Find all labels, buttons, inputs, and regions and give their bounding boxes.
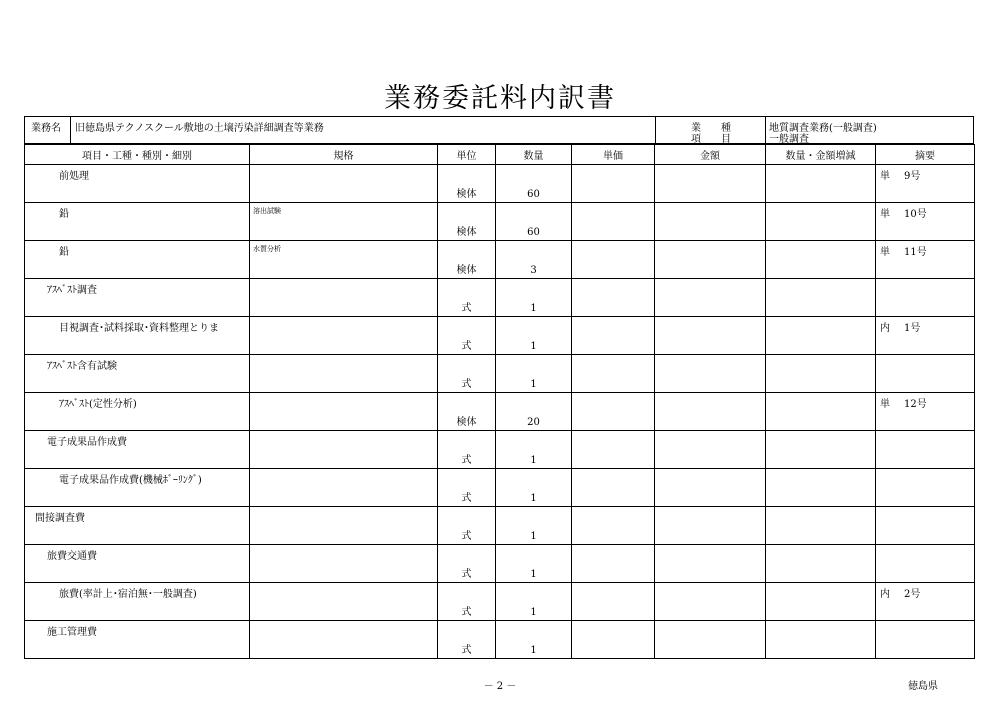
change-cell [766,317,876,355]
change-cell [766,507,876,545]
header-box [24,116,974,144]
remarks-cell [876,621,975,659]
unit-price-cell [572,545,655,583]
change-cell [766,203,876,241]
unit-text: 式 [461,303,472,314]
amount-cell [655,621,766,659]
remarks-cell [876,279,975,317]
unit-text: 式 [461,493,472,504]
remarks-cell [876,355,975,393]
col-header-spec: 規格 [250,145,438,165]
unit-text: 式 [461,569,472,580]
item-cell [25,621,250,659]
amount-cell [655,431,766,469]
table-row [25,545,975,583]
remarks-ref: 10号 [904,209,927,220]
qty-cell [496,545,572,583]
spec-cell [250,393,438,431]
unit-cell [438,203,496,241]
unit-price-cell [572,355,655,393]
qty-cell [496,203,572,241]
remarks-type: 単 [880,171,890,182]
amount-cell [655,317,766,355]
job-name: 旧徳島県テクノスクール敷地の土壌汚染詳細調査等業務 [75,123,324,134]
qty-text: 1 [530,607,537,618]
amount-cell [655,545,766,583]
table-row [25,241,975,279]
item-name: ｱｽﾍﾞｽﾄ調査 [47,285,97,296]
document-title: 業務委託料内訳書 [384,83,616,114]
unit-price-cell [572,317,655,355]
table-row [25,165,975,203]
unit-price-cell [572,279,655,317]
unit-text: 検体 [456,227,477,238]
unit-cell [438,317,496,355]
unit-price-cell [572,241,655,279]
spec-cell [250,431,438,469]
table-row [25,203,975,241]
page-number: － 2 － [483,681,517,692]
col-header-change: 数量・金額増減 [766,145,876,165]
item-cell [25,355,250,393]
unit-cell [438,393,496,431]
spec-text: 水質分析 [253,245,281,253]
col-header-unit-price: 単価 [572,145,655,165]
remarks-cell [876,317,975,355]
amount-cell [655,507,766,545]
table-row [25,355,975,393]
unit-text: 式 [461,531,472,542]
remarks-ref: 1号 [904,323,921,334]
unit-text: 式 [461,645,472,656]
item-name: 旅費(率計上･宿泊無･一般調査) [59,589,197,600]
qty-text: 1 [530,455,537,466]
spec-cell [250,507,438,545]
remarks-cell [876,165,975,203]
col-header-amount: 金額 [655,145,766,165]
unit-cell [438,469,496,507]
remarks-cell [876,507,975,545]
spec-text: 溶出試験 [253,207,281,215]
spec-cell [250,241,438,279]
type-label-1: 業 種 [691,123,731,134]
item-name: 電子成果品作成費(機械ﾎﾞｰﾘﾝｸﾞ) [59,475,202,486]
spec-cell [250,355,438,393]
breakdown-table [24,144,975,659]
divider [70,117,71,143]
spec-cell [250,621,438,659]
type-value-1: 地質調査業務(一般調査) [769,123,877,134]
qty-text: 1 [530,569,537,580]
unit-cell [438,165,496,203]
table-row [25,317,975,355]
spec-cell [250,203,438,241]
table-row [25,279,975,317]
change-cell [766,393,876,431]
amount-cell [655,165,766,203]
qty-cell [496,583,572,621]
change-cell [766,621,876,659]
change-cell [766,279,876,317]
qty-cell [496,507,572,545]
table-row [25,431,975,469]
spec-cell [250,469,438,507]
item-cell [25,279,250,317]
organization-name: 徳島県 [908,681,938,692]
qty-text: 1 [530,531,537,542]
divider [655,117,656,143]
item-cell [25,507,250,545]
col-header-qty: 数量 [496,145,572,165]
change-cell [766,583,876,621]
item-name: 鉛 [59,247,69,258]
qty-text: 1 [530,645,537,656]
item-name: ｱｽﾍﾞｽﾄ(定性分析) [59,399,137,410]
qty-cell [496,355,572,393]
item-name: 前処理 [59,171,89,182]
amount-cell [655,583,766,621]
unit-cell [438,279,496,317]
col-header-remarks: 摘要 [876,145,975,165]
amount-cell [655,393,766,431]
unit-text: 式 [461,379,472,390]
type-label-2: 項 目 [691,134,731,145]
unit-cell [438,431,496,469]
remarks-cell [876,393,975,431]
table-row [25,621,975,659]
table-row [25,469,975,507]
remarks-cell [876,469,975,507]
qty-cell [496,165,572,203]
spec-cell [250,317,438,355]
unit-price-cell [572,203,655,241]
unit-price-cell [572,469,655,507]
remarks-cell [876,203,975,241]
item-name: 施工管理費 [47,627,97,638]
remarks-type: 内 [880,589,890,600]
item-cell [25,583,250,621]
qty-text: 60 [527,189,540,200]
item-cell [25,393,250,431]
unit-text: 検体 [456,265,477,276]
item-cell [25,241,250,279]
table-row [25,393,975,431]
change-cell [766,241,876,279]
remarks-type: 単 [880,399,890,410]
remarks-ref: 9号 [904,171,921,182]
item-cell [25,431,250,469]
item-name: ｱｽﾍﾞｽﾄ含有試験 [47,361,117,372]
unit-cell [438,621,496,659]
unit-price-cell [572,165,655,203]
amount-cell [655,279,766,317]
remarks-cell [876,431,975,469]
item-name: 鉛 [59,209,69,220]
qty-cell [496,621,572,659]
qty-text: 60 [527,227,540,238]
qty-text: 20 [527,417,540,428]
job-name-label: 業務名 [31,123,61,134]
unit-price-cell [572,393,655,431]
qty-text: 1 [530,303,537,314]
spec-cell [250,165,438,203]
unit-price-cell [572,431,655,469]
item-name: 旅費交通費 [47,551,97,562]
item-name: 間接調査費 [35,513,85,524]
type-value-2: 一般調査 [769,134,809,145]
change-cell [766,165,876,203]
item-cell [25,165,250,203]
unit-text: 式 [461,455,472,466]
spec-cell [250,279,438,317]
remarks-ref: 2号 [904,589,921,600]
table-body [25,165,975,659]
item-name: 電子成果品作成費 [47,437,127,448]
remarks-cell [876,583,975,621]
change-cell [766,355,876,393]
amount-cell [655,355,766,393]
amount-cell [655,241,766,279]
qty-text: 1 [530,341,537,352]
unit-price-cell [572,583,655,621]
change-cell [766,545,876,583]
unit-price-cell [572,507,655,545]
item-cell [25,203,250,241]
change-cell [766,431,876,469]
table-row [25,583,975,621]
col-header-unit: 単位 [438,145,496,165]
item-name: 目視調査･試料採取･資料整理とりま [59,323,219,334]
unit-text: 検体 [456,189,477,200]
qty-cell [496,393,572,431]
remarks-cell [876,545,975,583]
item-cell [25,317,250,355]
qty-cell [496,241,572,279]
divider [765,117,766,143]
unit-text: 式 [461,341,472,352]
qty-text: 1 [530,493,537,504]
unit-text: 式 [461,607,472,618]
remarks-type: 内 [880,323,890,334]
remarks-ref: 11号 [904,247,927,258]
spec-cell [250,545,438,583]
unit-text: 検体 [456,417,477,428]
table-row [25,507,975,545]
unit-cell [438,507,496,545]
qty-cell [496,279,572,317]
col-header-item: 項目・工種・種別・細別 [25,145,250,165]
unit-cell [438,583,496,621]
unit-cell [438,241,496,279]
qty-cell [496,469,572,507]
unit-price-cell [572,621,655,659]
amount-cell [655,469,766,507]
qty-text: 1 [530,379,537,390]
table-header-row [25,145,975,165]
qty-text: 3 [530,265,537,276]
remarks-type: 単 [880,209,890,220]
item-cell [25,469,250,507]
remarks-type: 単 [880,247,890,258]
change-cell [766,469,876,507]
remarks-cell [876,241,975,279]
remarks-ref: 12号 [904,399,927,410]
spec-cell [250,583,438,621]
item-cell [25,545,250,583]
unit-cell [438,355,496,393]
unit-cell [438,545,496,583]
qty-cell [496,317,572,355]
qty-cell [496,431,572,469]
amount-cell [655,203,766,241]
